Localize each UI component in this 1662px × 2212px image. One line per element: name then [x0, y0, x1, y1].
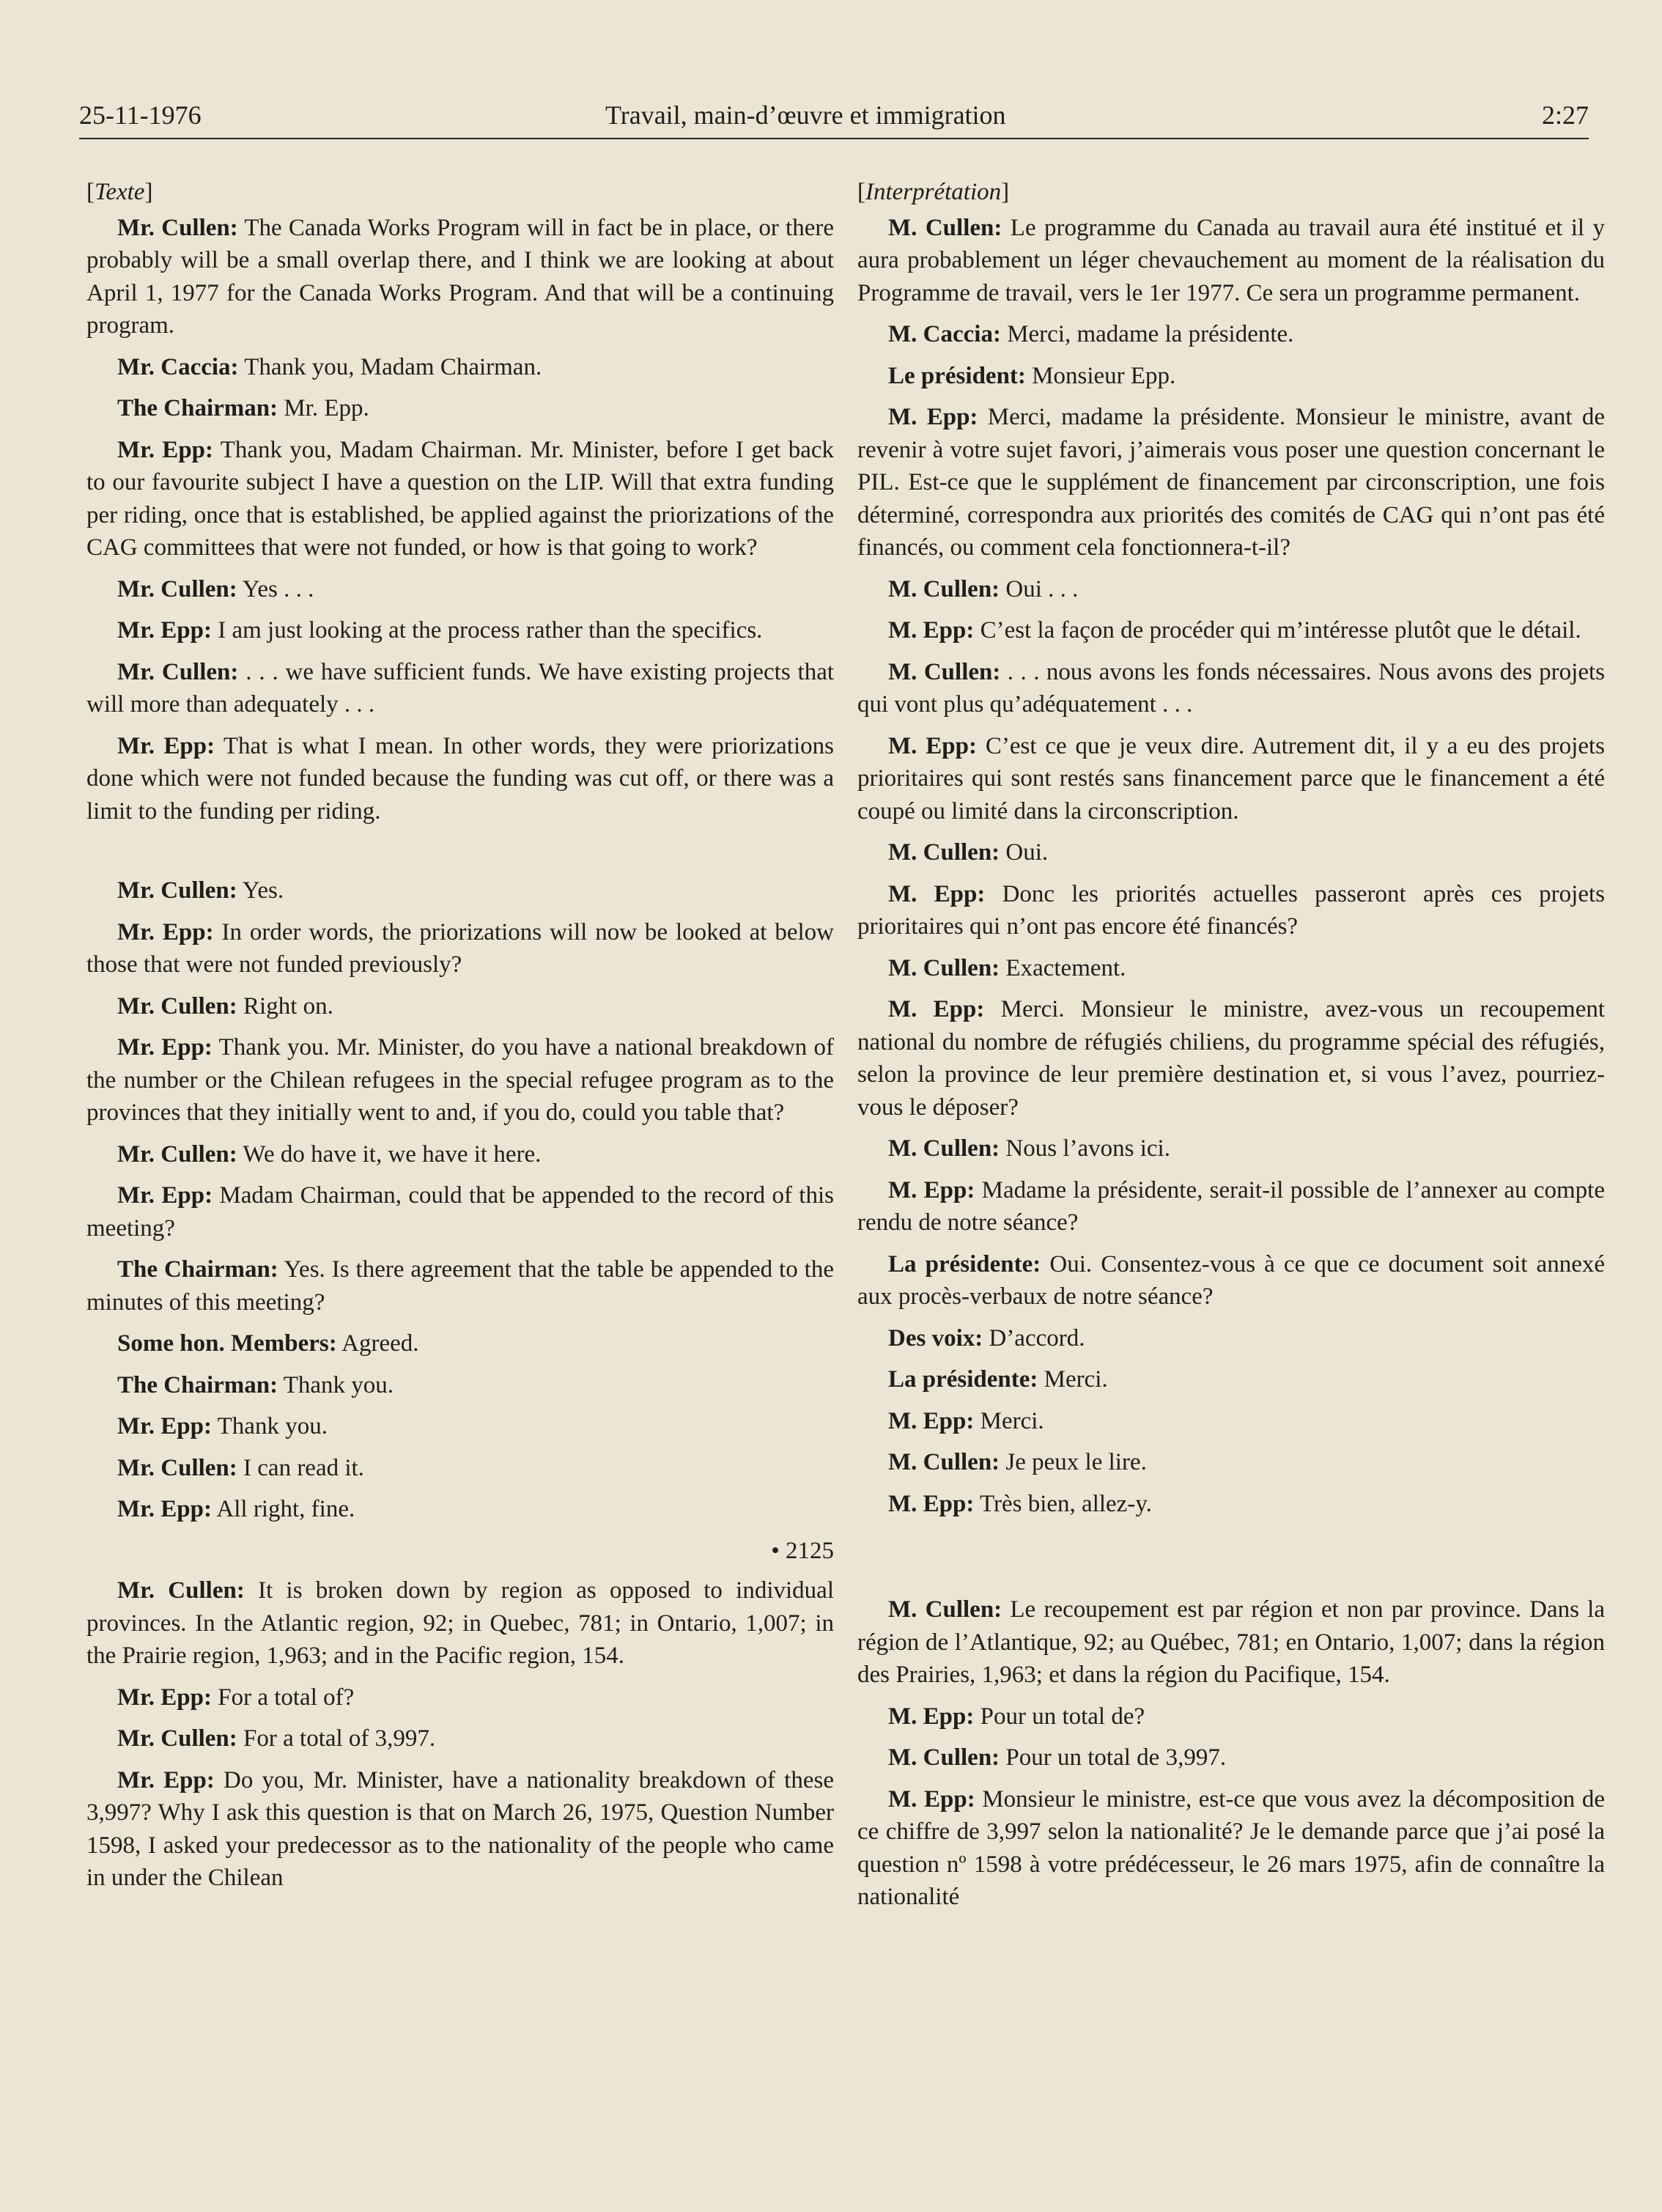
speech-turn	[857, 1132, 1605, 1165]
column-spacer	[86, 836, 834, 874]
speech-text: Thank you.	[278, 1371, 394, 1398]
speech-text: Pour un total de?	[974, 1703, 1145, 1730]
speaker-name: Mr. Cullen:	[117, 575, 237, 602]
header-page-number: 2:27	[1541, 100, 1589, 130]
speech-text: Merci.	[974, 1407, 1044, 1434]
speech-text: . . . we have sufficient funds. We have existing projects that will more than adequately . . .	[86, 658, 835, 718]
speaker-name: M. Epp:	[888, 880, 986, 907]
speech-text: Agreed.	[336, 1330, 419, 1357]
speaker-name: M. Cullen:	[888, 954, 1000, 981]
speaker-name: M. Cullen:	[888, 1744, 1000, 1771]
speaker-name: Mr. Cullen:	[117, 214, 238, 241]
speech-turn	[857, 1446, 1605, 1479]
page-header	[79, 86, 1589, 139]
time-marker: • 2125	[771, 1537, 834, 1564]
speech-turn	[86, 1681, 834, 1714]
language-tag: [Interprétation]	[857, 179, 1010, 205]
speech-text: For a total of?	[211, 1684, 355, 1711]
speaker-name: Mr. Epp:	[117, 436, 214, 463]
speech-turn	[857, 360, 1605, 393]
speaker-name: The Chairman:	[117, 1371, 278, 1398]
speech-text: Thank you, Madam Chairman.	[238, 353, 542, 380]
speaker-name: M. Cullen:	[888, 658, 1001, 685]
speaker-name: Le président:	[888, 362, 1026, 389]
language-tag: [Texte]	[86, 179, 153, 205]
speech-turn	[857, 1488, 1605, 1521]
speech-turn	[857, 878, 1605, 943]
speech-text: Pour un total de 3,997.	[1000, 1744, 1227, 1771]
speech-turn	[86, 990, 834, 1023]
speaker-name: Des voix:	[888, 1324, 983, 1352]
speech-text: Merci, madame la présidente.	[1000, 321, 1294, 347]
speech-text: We do have it, we have it here.	[237, 1140, 542, 1168]
speaker-name: Mr. Epp:	[117, 1413, 212, 1439]
language-tag-label: Interprétation	[865, 179, 1002, 205]
speaker-name: M. Epp:	[888, 1703, 975, 1730]
speech-text: Nous l’avons ici.	[1000, 1135, 1170, 1162]
speech-text: Oui. Consentez-vous à ce que ce document soit annexé aux procès-verbaux de notre séance?	[857, 1250, 1605, 1310]
speech-text: For a total of 3,997.	[237, 1725, 436, 1752]
speaker-name: Mr. Cullen:	[117, 658, 239, 685]
speaker-name: M. Epp:	[888, 404, 978, 430]
speech-text: Thank you. Mr. Minister, do you have a national breakdown of the number or the Chilean refugees in the special refugee program as to the provinces that they initially went to and, if you do, could you table that?	[86, 1034, 834, 1126]
speech-turn	[857, 212, 1605, 310]
speech-turn	[86, 573, 834, 606]
speech-text: Très bien, allez-y.	[974, 1490, 1152, 1517]
speech-text: Oui.	[1000, 839, 1049, 866]
speaker-name: Mr. Epp:	[117, 1684, 212, 1711]
speech-text: Le recoupement est par région et non par province. Dans la région de l’Atlantique, 92; au Québec, 781; en Ontario, 1,007; dans la région des Prairies, 1,963; et dans la région du Pacifique, 154.	[857, 1596, 1605, 1688]
speaker-name: M. Cullen:	[888, 575, 1000, 602]
speech-turn	[857, 1741, 1605, 1774]
speaker-name: Mr. Epp:	[117, 732, 215, 759]
speech-turn	[857, 318, 1605, 351]
speech-turn	[86, 1574, 834, 1673]
speech-text: Monsieur le ministre, est-ce que vous avez la décomposition de ce chiffre de 3,997 selon la nationalité? Je le demande parce que j’ai posé la question nº 1598 à votre prédécesseur, le 26 mars 1975, afin de connaître la nationalité	[857, 1785, 1605, 1910]
speech-turn	[86, 212, 834, 342]
speaker-name: M. Epp:	[888, 996, 985, 1022]
speaker-name: La présidente:	[888, 1250, 1041, 1278]
speech-text: Monsieur Epp.	[1025, 362, 1176, 389]
speech-turn	[86, 1179, 834, 1245]
speech-text: C’est la façon de procéder qui m’intéresse plutôt que le détail.	[974, 617, 1581, 644]
speech-turn	[86, 1722, 834, 1755]
speaker-name: M. Epp:	[888, 1407, 975, 1434]
speech-text: In order words, the priorizations will now be looked at below those that were not funded previously?	[86, 918, 834, 978]
speech-text: Madam Chairman, could that be appended to the record of this meeting?	[86, 1182, 834, 1242]
header-title: Travail, main-d’œuvre et immigration	[605, 100, 1006, 130]
speech-text: Yes . . .	[237, 575, 314, 602]
english-column	[86, 176, 834, 1903]
speaker-name: The Chairman:	[117, 1256, 278, 1283]
speaker-name: M. Cullen:	[888, 1449, 1000, 1475]
speech-turn	[86, 874, 834, 907]
speech-turn	[857, 1363, 1605, 1396]
speaker-name: Mr. Cullen:	[117, 877, 237, 904]
speaker-name: M. Epp:	[888, 617, 975, 644]
speaker-name: Mr. Cullen:	[117, 1454, 237, 1481]
speech-text: Do you, Mr. Minister, have a nationality breakdown of these 3,997? Why I ask this question is that on March 26, 1975, Question Number 1598, I asked your predecessor as to the nationality of the people who came in under the Chilean	[86, 1766, 834, 1891]
speaker-name: Mr. Cullen:	[117, 1140, 237, 1168]
speech-turn	[86, 730, 834, 828]
speaker-name: La présidente:	[888, 1366, 1038, 1393]
speech-text: Thank you.	[211, 1413, 328, 1439]
speech-turn	[857, 730, 1605, 828]
speech-text: Le programme du Canada au travail aura été institué et il y aura probablement un léger chevauchement au moment de la réalisation du Programme de travail, vers le 1er 1977. Ce sera un programme permanent.	[857, 214, 1605, 306]
speech-text: Merci. Monsieur le ministre, avez-vous un recoupement national du nombre de réfugiés chiliens, du programme spécial des réfugiés, selon la province de leur première destination et, si vous l’avez, pourriez-vous le déposer?	[857, 996, 1606, 1121]
speech-turn	[857, 1248, 1605, 1313]
speaker-name: Mr. Epp:	[117, 617, 212, 644]
speech-text: That is what I mean. In other words, they were priorizations done which were not funded because the funding was cut off, or there was a limit to the funding per riding.	[86, 732, 834, 825]
speech-turn	[857, 1174, 1605, 1239]
speech-turn	[86, 1452, 834, 1485]
speech-turn	[857, 614, 1605, 647]
speech-turn	[86, 351, 834, 384]
speech-turn	[857, 952, 1605, 985]
speech-turn	[86, 1031, 834, 1129]
speech-turn	[86, 1253, 834, 1319]
language-tag-label: Texte	[95, 179, 145, 205]
speaker-name: Mr. Epp:	[117, 1496, 212, 1522]
speech-text: Exactement.	[1000, 954, 1126, 981]
speech-turn	[857, 993, 1605, 1124]
speech-text: D’accord.	[983, 1324, 1085, 1352]
speech-turn	[86, 1327, 834, 1360]
speech-text: I am just looking at the process rather than the specifics.	[211, 617, 763, 644]
speech-turn	[86, 916, 834, 981]
speech-text: C’est ce que je veux dire. Autrement dit, il y a eu des projets prioritaires qui sont restés sans financement parce que le financement a été coupé ou limité dans la circonscription.	[857, 732, 1605, 825]
speech-text: Thank you, Madam Chairman. Mr. Minister, before I get back to our favourite subject I have a question on the LIP. Will that extra funding per riding, once that is established, be applied against the priorizations of the CAG committees that were not funded, or how is that going to work?	[86, 436, 834, 561]
speaker-name: Mr. Caccia:	[117, 353, 239, 380]
speech-text: Madame la présidente, serait-il possible de l’annexer au compte rendu de notre séance?	[857, 1176, 1605, 1236]
speech-text: Je peux le lire.	[1000, 1449, 1147, 1475]
speech-turn	[86, 1138, 834, 1171]
speaker-name: M. Cullen:	[888, 1596, 1002, 1623]
speech-turn	[857, 401, 1605, 564]
speech-text: It is broken down by region as opposed to individual provinces. In the Atlantic region, 92; in Quebec, 781; in Ontario, 1,007; in the Prairie region, 1,963; and in the Pacific region, 154.	[86, 1577, 834, 1669]
speaker-name: Mr. Epp:	[117, 1766, 215, 1793]
speech-turn	[857, 1322, 1605, 1355]
speaker-name: M. Cullen:	[888, 1135, 1000, 1162]
speaker-name: M. Epp:	[888, 732, 977, 759]
speaker-name: Mr. Epp:	[117, 918, 214, 945]
speech-text: Mr. Epp.	[278, 395, 369, 421]
speech-text: Yes.	[237, 877, 284, 904]
speaker-name: The Chairman:	[117, 395, 278, 421]
column-spacer	[857, 1529, 1605, 1593]
speaker-name: M. Caccia:	[888, 321, 1001, 347]
speaker-name: Mr. Epp:	[117, 1034, 213, 1061]
speech-turn	[857, 1700, 1605, 1733]
speech-text: Merci, madame la présidente. Monsieur le ministre, avant de revenir à votre sujet favori, j’aimerais vous poser une question concernant le PIL. Est-ce que le supplément de financement par circonscription, une fois déterminé, correspondra aux priorités des comités de CAG qui n’ont pas été financés, ou comment cela fonctionnera-t-il?	[857, 404, 1605, 561]
speech-turn	[86, 656, 834, 721]
speaker-name: M. Cullen:	[888, 214, 1002, 241]
speech-text: Oui . . .	[1000, 575, 1079, 602]
speech-turn	[86, 1764, 834, 1895]
speaker-name: Mr. Cullen:	[117, 1725, 237, 1752]
speech-text: All right, fine.	[211, 1496, 355, 1522]
speech-turn	[857, 1783, 1605, 1914]
speaker-name: M. Epp:	[888, 1785, 975, 1813]
speaker-name: Mr. Cullen:	[117, 992, 237, 1020]
speech-turn	[857, 1593, 1605, 1692]
speech-turn	[86, 614, 834, 647]
speech-turn	[857, 656, 1605, 721]
speech-turn	[857, 836, 1605, 869]
speech-text: Merci.	[1038, 1366, 1108, 1393]
speech-turn	[857, 1405, 1605, 1438]
speech-turn	[86, 1369, 834, 1402]
header-date: 25-11-1976	[79, 100, 202, 130]
speaker-name: M. Cullen:	[888, 839, 1000, 866]
speaker-name: Mr. Cullen:	[117, 1577, 245, 1604]
speech-text: . . . nous avons les fonds nécessaires. Nous avons des projets qui vont plus qu’adéquatement . . .	[857, 658, 1605, 718]
speech-text: Donc les priorités actuelles passeront après ces projets prioritaires qui n’ont pas encore été financés?	[857, 880, 1605, 940]
speech-text: I can read it.	[237, 1454, 364, 1481]
speaker-name: M. Epp:	[888, 1176, 975, 1203]
speech-turn	[86, 1493, 834, 1526]
speech-turn	[86, 1410, 834, 1443]
speech-text: Right on.	[237, 992, 333, 1020]
speech-turn	[857, 573, 1605, 606]
french-column	[857, 176, 1605, 1922]
speech-text: The Canada Works Program will in fact be in place, or there probably will be a small overlap there, and I think we are looking at about April 1, 1977 for the Canada Works Program. And that will be a continuing program.	[86, 214, 834, 339]
speech-turn	[86, 434, 834, 564]
speech-text: Yes. Is there agreement that the table be appended to the minutes of this meeting?	[86, 1256, 834, 1316]
speaker-name: M. Epp:	[888, 1490, 975, 1517]
speaker-name: Some hon. Members:	[117, 1330, 337, 1357]
speaker-name: Mr. Epp:	[117, 1182, 213, 1209]
speech-turn	[86, 392, 834, 425]
